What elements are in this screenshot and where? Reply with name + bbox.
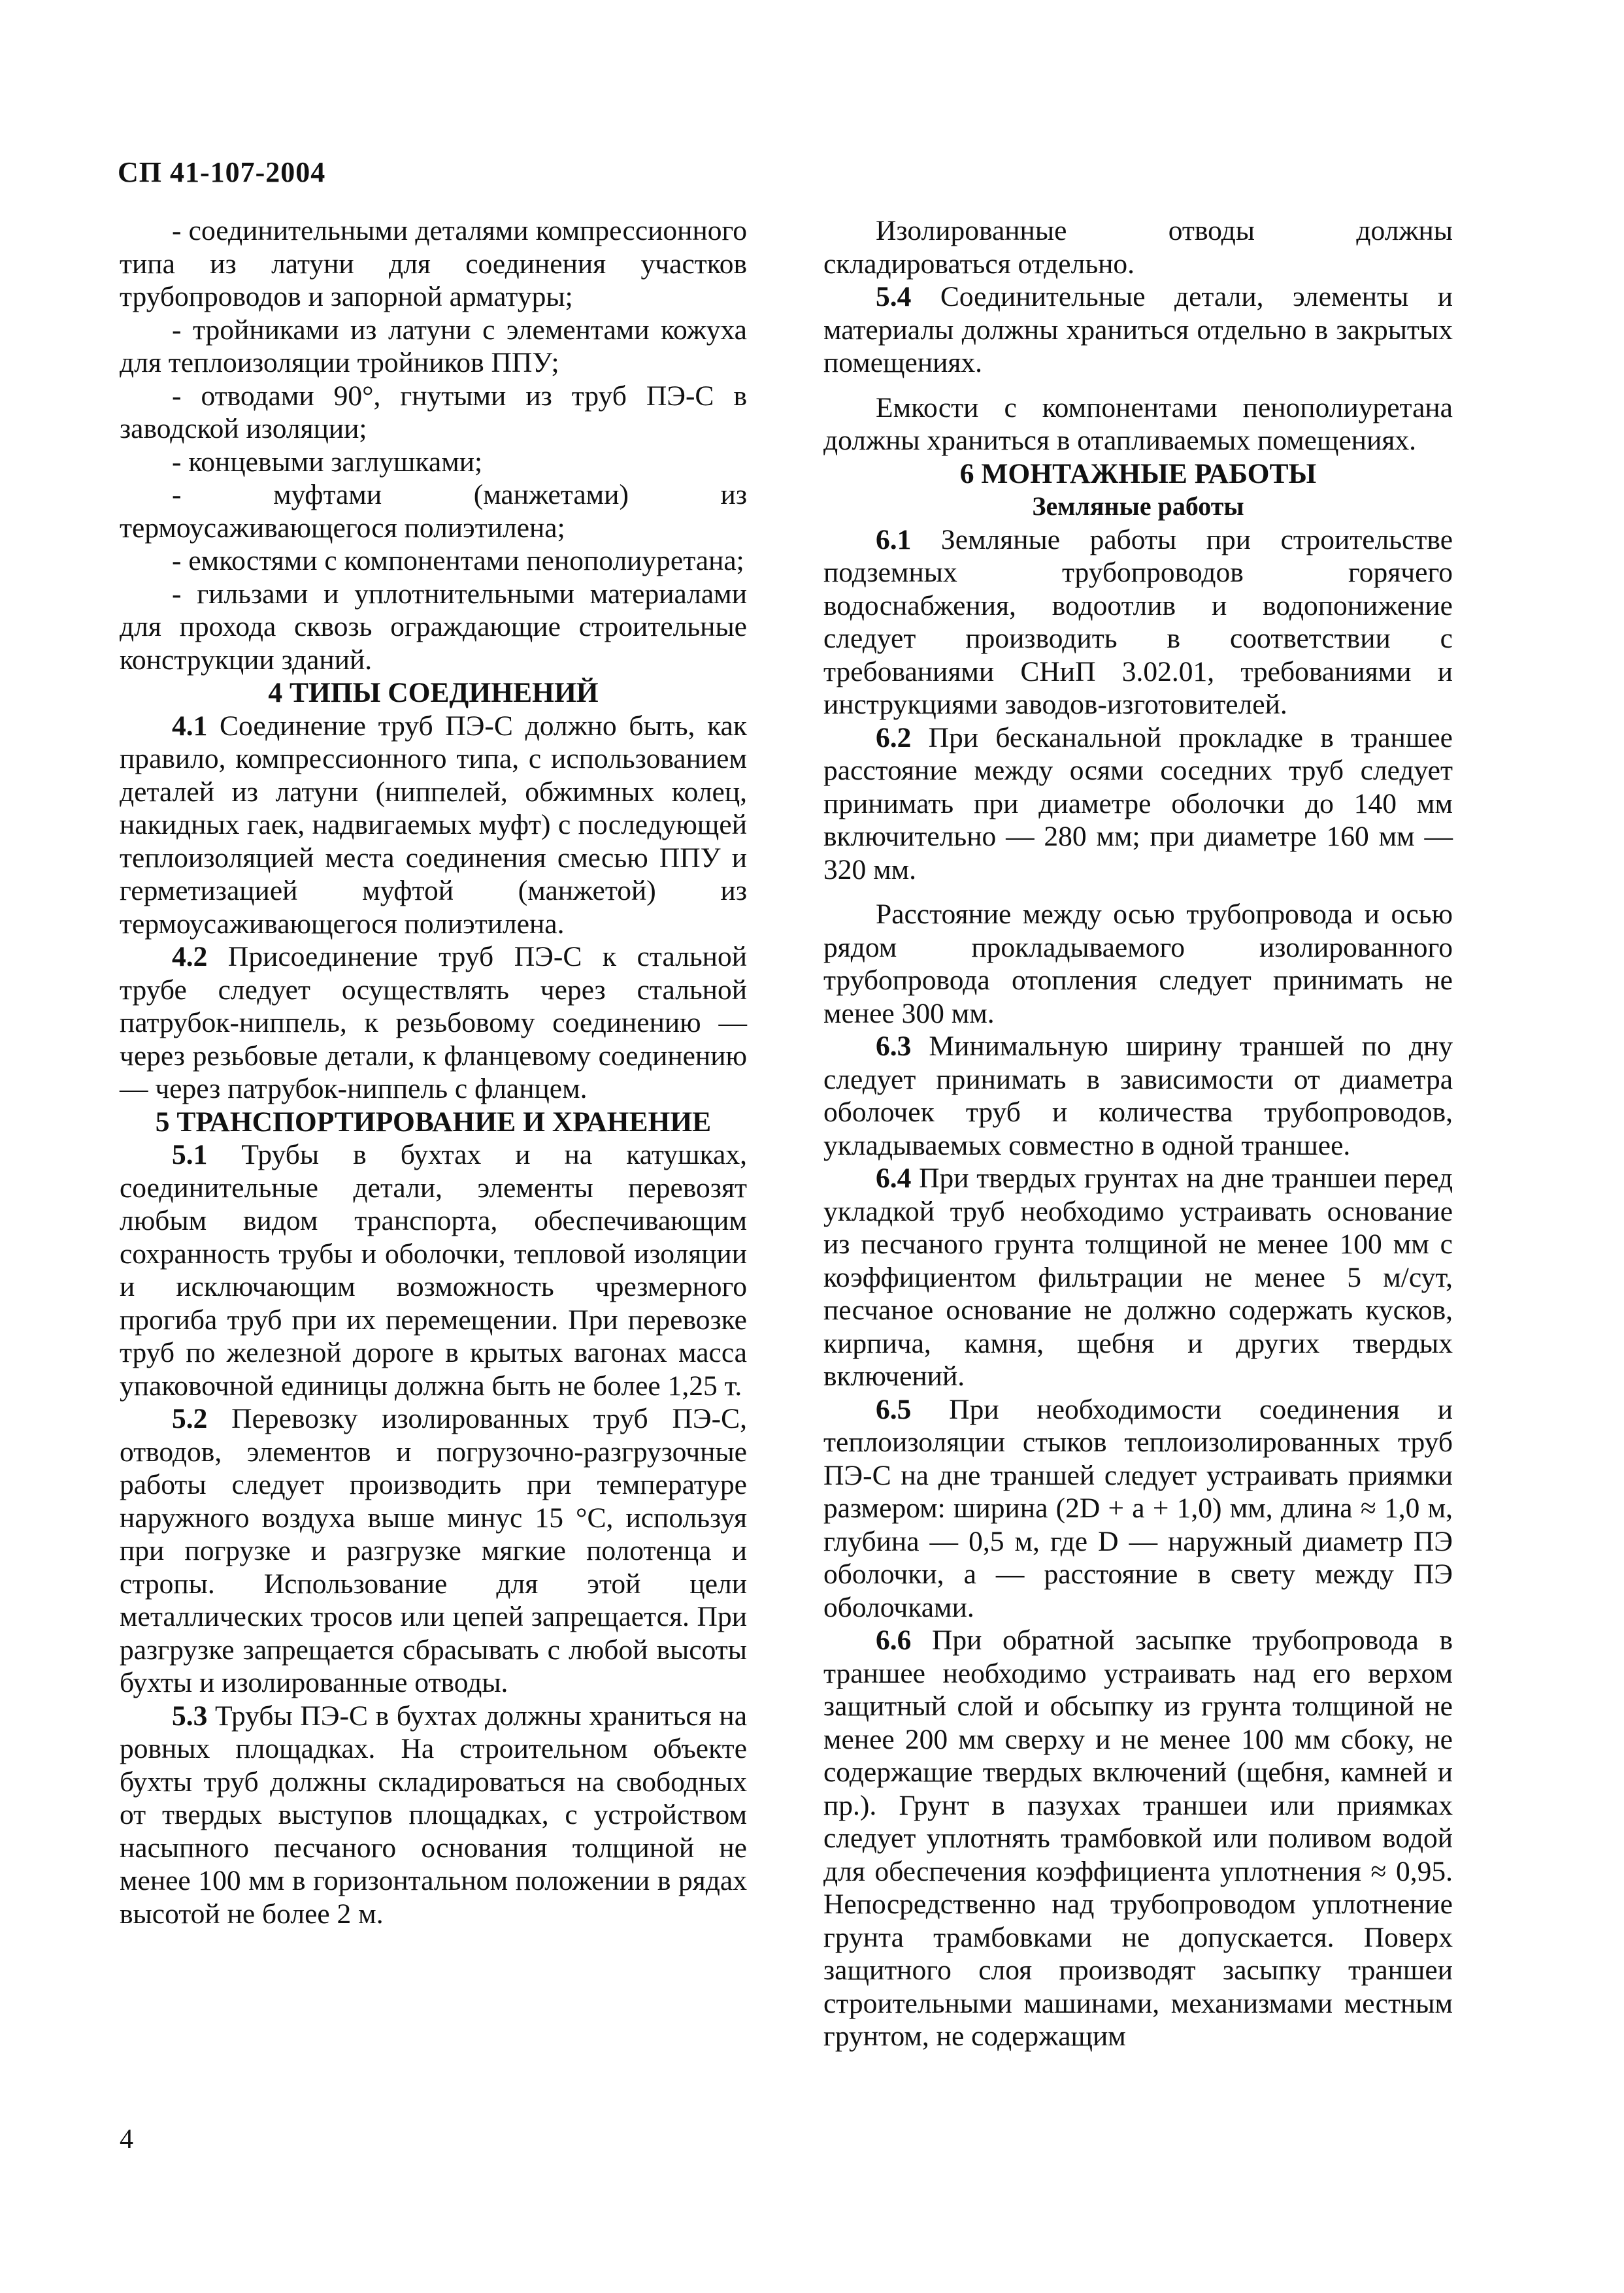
clause-text: Присоединение труб ПЭ-С к стальной трубе следует осуществлять через стальной патрубок-ниппель, к резьбовому соединению — через резьбовые детали, к фланцевому соединению — через патрубок-ниппель с фланцем. (120, 941, 747, 1104)
paragraph-5-1 (120, 1138, 747, 1402)
clause-number: 6.3 (876, 1031, 912, 1062)
clause-text: При твердых грунтах на дне траншеи перед укладкой труб необходимо устраивать основание из песчаного грунта толщиной не менее 100 мм с коэффициентом фильтрации не менее 5 м/сут, песчаное основание не должно содержать кусков, кирпича, камня, щебня и других твердых включений. (823, 1163, 1453, 1392)
clause-number: 6.5 (876, 1393, 912, 1425)
clause-text: Трубы в бухтах и на катушках, соединительные детали, элементы перевозят любым видом транспорта, обеспечивающим сохранность трубы и оболочки, тепловой изоляции и исключающим возможность чрезмерного прогиба труб при их перемещении. При перевозке труб по железной дороге в крытых вагонах масса упаковочной единицы должна быть не более 1,25 т. (120, 1139, 747, 1402)
clause-number: 6.6 (876, 1625, 912, 1656)
section-6-title: 6 МОНТАЖНЫЕ РАБОТЫ (959, 457, 1317, 489)
clause-number: 5.1 (172, 1139, 208, 1170)
list-item: - гильзами и уплотнительными материалами для прохода сквозь ограждающие строительные конструкции зданий. (120, 578, 747, 676)
list-item: - муфтами (манжетами) из термоусаживающегося полиэтилена; (120, 479, 747, 544)
page-number: 4 (120, 2124, 133, 2154)
paragraph-4-2 (120, 940, 747, 1106)
paragraph-6-3 (823, 1030, 1453, 1162)
clause-number: 5.4 (876, 281, 912, 312)
clause-text: Соединительные детали, элементы и материалы должны храниться отдельно в закрытых помещениях. (823, 281, 1453, 378)
clause-text: Соединение труб ПЭ-С должно быть, как правило, компрессионного типа, с использованием деталей из латуни (ниппелей, обжимных колец, накидных гаек, надвигаемых муфт) с последующей теплоизоляцией места соединения смесью ППУ и герметизацией муфтой (манжетой) из термоусаживающегося полиэтилена. (120, 710, 747, 940)
clause-number: 4.2 (172, 941, 208, 972)
right-column (823, 214, 1453, 2053)
section-5-title: 5 ТРАНСПОРТИРОВАНИЕ И ХРАНЕНИЕ (155, 1106, 712, 1138)
list-item: - тройниками из латуни с элементами кожуха для теплоизоляции тройников ППУ; (120, 314, 747, 378)
clause-number: 5.2 (172, 1403, 208, 1434)
list-item: - отводами 90°, гнутыми из труб ПЭ-С в заводской изоляции; (120, 380, 747, 444)
paragraph-continuation: Изолированные отводы должны складироваться отдельно. (823, 215, 1453, 280)
paragraph-5-2 (120, 1402, 747, 1700)
left-column (120, 214, 747, 1930)
subsection-title: Земляные работы (1032, 491, 1244, 521)
clause-number: 4.1 (172, 710, 208, 742)
section-4-title: 4 ТИПЫ СОЕДИНЕНИЙ (268, 677, 599, 708)
clause-number: 5.3 (172, 1700, 208, 1732)
list-item: - соединительными деталями компрессионного типа из латуни для соединения участков трубопроводов и запорной арматуры; (120, 215, 747, 312)
paragraph-6-1 (823, 523, 1453, 721)
clause-text: При бесканальной прокладке в траншее расстояние между осями соседних труб следует принимать при диаметре оболочки до 140 мм включительно — 280 мм; при диаметре 160 мм — 320 мм. (823, 721, 1453, 885)
paragraph-4-1 (120, 710, 747, 941)
list-item: - емкостями с компонентами пенополиуретана; (172, 545, 744, 576)
list-item: - концевыми заглушками; (172, 446, 483, 478)
clause-text: Земляные работы при строительстве подземных трубопроводов горячего водоснабжения, водоотлив и водопонижение следует производить в соответствии с требованиями СНиП 3.02.01, требованиями и инструкциями заводов-изготовителей. (823, 523, 1453, 720)
clause-text: При необходимости соединения и теплоизоляции стыков теплоизолированных труб ПЭ-С на дне траншей следует устраивать приямки размером: ширина (2D + a + 1,0) мм, длина ≈ 1,0 м, глубина — 0,5 м, где D — наружный диаметр ПЭ оболочки, a — расстояние в свету между ПЭ оболочками. (823, 1393, 1453, 1623)
document-code: СП 41-107-2004 (118, 156, 326, 188)
paragraph-5-3 (120, 1700, 747, 1931)
clause-text: Перевозку изолированных труб ПЭ-С, отводов, элементов и погрузочно-разгрузочные работы следует производить при температуре наружного воздуха выше минус 15 °С, используя при погрузке и разгрузке мягкие полотенца и стропы. Использование для этой цели металлических тросов или цепей запрещается. При разгрузке запрещается сбрасывать с любой высоты бухты и изолированные отводы. (120, 1403, 747, 1698)
paragraph-6-6 (823, 1624, 1453, 2053)
clause-number: 6.4 (876, 1163, 912, 1194)
paragraph-5-4-b: Емкости с компонентами пенополиуретана должны храниться в отапливаемых помещениях. (823, 391, 1453, 456)
clause-number: 6.1 (876, 523, 912, 555)
clause-text: При обратной засыпке трубопровода в траншее необходимо устраивать над его верхом защитный слой и обсыпку из грунта толщиной не менее 200 мм сверху и не менее 100 мм сбоку, не содержащие твердых включений (щебня, камней и пр.). Грунт в пазухах траншеи или приямках следует уплотнять трамбовкой или поливом водой для обеспечения коэффициента уплотнения ≈ 0,95. Непосредственно над трубопроводом уплотнение грунта трамбовками не допускается. Поверх защитного слоя производят засыпку траншеи строительными машинами, механизмами местным грунтом, не содержащим (823, 1625, 1453, 2052)
paragraph-6-5 (823, 1393, 1453, 1625)
clause-text: Трубы ПЭ-С в бухтах должны храниться на ровных площадках. На строительном объекте бухты труб должны складироваться на свободных от твердых выступов площадках, с устройством насыпного песчаного основания толщиной не менее 100 мм в горизонтальном положении в рядах высотой не более 2 м. (120, 1700, 747, 1930)
clause-number: 6.2 (876, 721, 912, 753)
paragraph-6-2 (823, 721, 1453, 887)
paragraph-6-2-b: Расстояние между осью трубопровода и осью рядом прокладываемого изолированного трубопровода отопления следует принимать не менее 300 мм. (823, 899, 1453, 1029)
clause-text: Минимальную ширину траншей по дну следует принимать в зависимости от диаметра оболочек труб и количества трубопроводов, укладываемых совместно в одной траншее. (823, 1031, 1453, 1161)
paragraph-6-4 (823, 1162, 1453, 1393)
paragraph-5-4 (823, 280, 1453, 380)
